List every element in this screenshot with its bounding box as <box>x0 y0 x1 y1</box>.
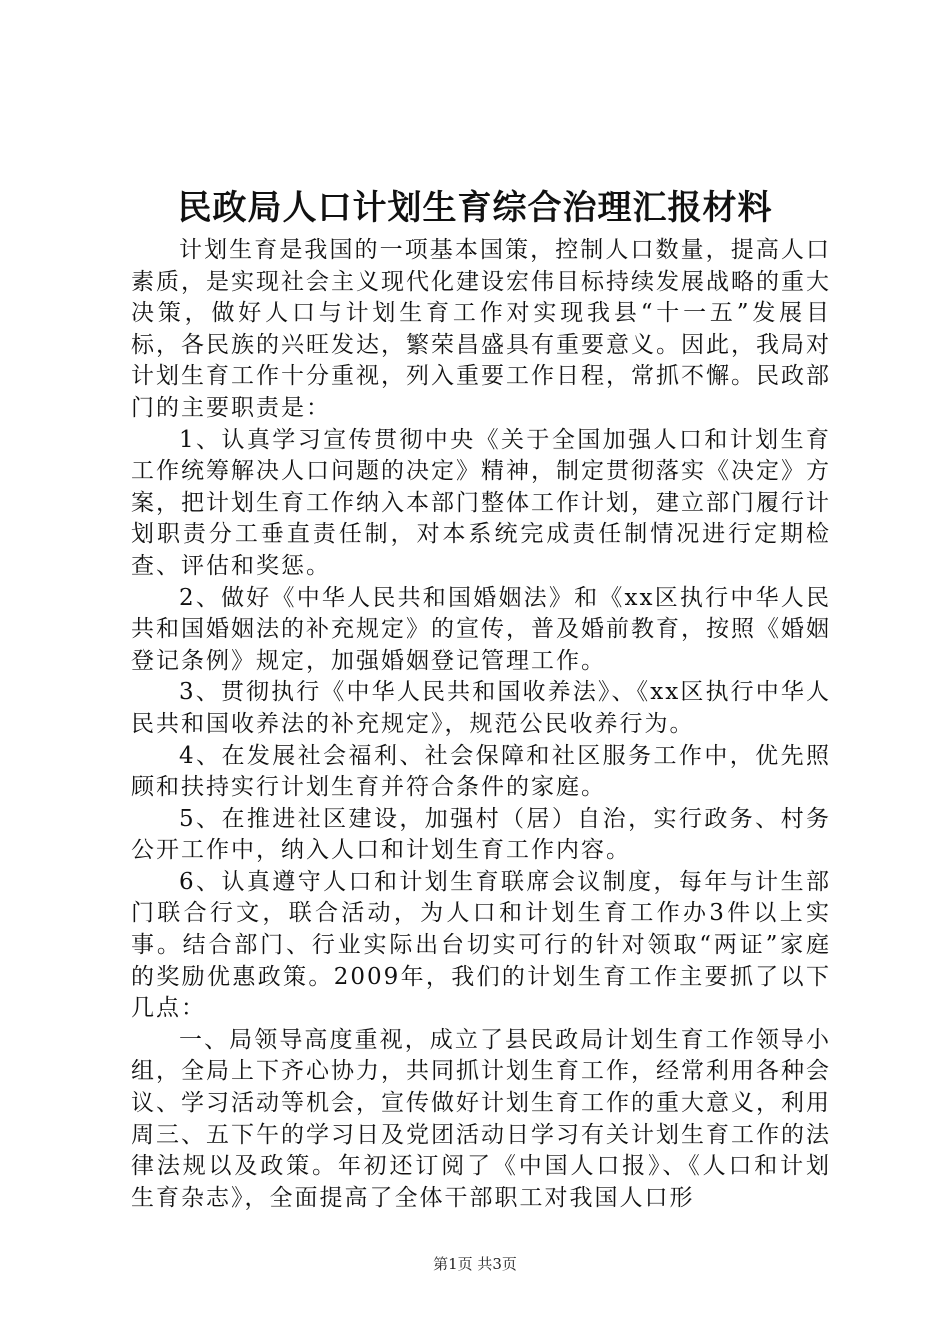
paragraph-duty-2: 2、做好《中华人民共和国婚姻法》和《xx区执行中华人民共和国婚姻法的补充规定》的宣传，普及婚前教育，按照《婚姻登记条例》规定，加强婚姻登记管理工作。 <box>131 584 831 674</box>
paragraph-duty-6: 6、认真遵守人口和计划生育联席会议制度，每年与计生部门联合行文，联合活动，为人口和计划生育工作办3件以上实事。结合部门、行业实际出台切实可行的针对领取“两证”家庭的奖励优惠政策。2009年，我们的计划生育工作主要抓了以下几点： <box>131 868 831 1022</box>
paragraph-duty-5: 5、在推进社区建设，加强村（居）自治，实行政务、村务公开工作中，纳入人口和计划生育工作内容。 <box>131 805 831 864</box>
paragraph-duty-4: 4、在发展社会福利、社会保障和社区服务工作中，优先照顾和扶持实行计划生育并符合条件的家庭。 <box>131 742 831 801</box>
document-title: 民政局人口计划生育综合治理汇报材料 <box>177 188 773 228</box>
document-body <box>131 235 831 1214</box>
paragraph-duty-3: 3、贯彻执行《中华人民共和国收养法》、《xx区执行中华人民共和国收养法的补充规定》，规范公民收养行为。 <box>131 679 831 737</box>
page-number-footer: 第1页 共3页 <box>433 1255 517 1273</box>
paragraph-section-1: 一、局领导高度重视，成立了县民政局计划生育工作领导小组，全局上下齐心协力，共同抓计划生育工作，经常利用各种会议、学习活动等机会，宣传做好计划生育工作的重大意义，利用周三、五下午的学习日及党团活动日学习有关计划生育工作的法律法规以及政策。年初还订阅了《中国人口报》、《人口和计划生育杂志》，全面提高了全体干部职工对我国人口形 <box>131 1026 831 1211</box>
paragraph-duty-1: 1、认真学习宣传贯彻中央《关于全国加强人口和计划生育工作统筹解决人口问题的决定》精神，制定贯彻落实《决定》方案，把计划生育工作纳入本部门整体工作计划，建立部门履行计划职责分工垂直责任制，对本系统完成责任制情况进行定期检查、评估和奖惩。 <box>131 426 831 579</box>
paragraph-intro: 计划生育是我国的一项基本国策，控制人口数量，提高人口素质，是实现社会主义现代化建设宏伟目标持续发展战略的重大决策，做好人口与计划生育工作对实现我县“十一五”发展目标，各民族的兴旺发达，繁荣昌盛具有重要意义。因此，我局对计划生育工作十分重视，列入重要工作日程，常抓不懈。民政部门的主要职责是： <box>131 237 831 421</box>
